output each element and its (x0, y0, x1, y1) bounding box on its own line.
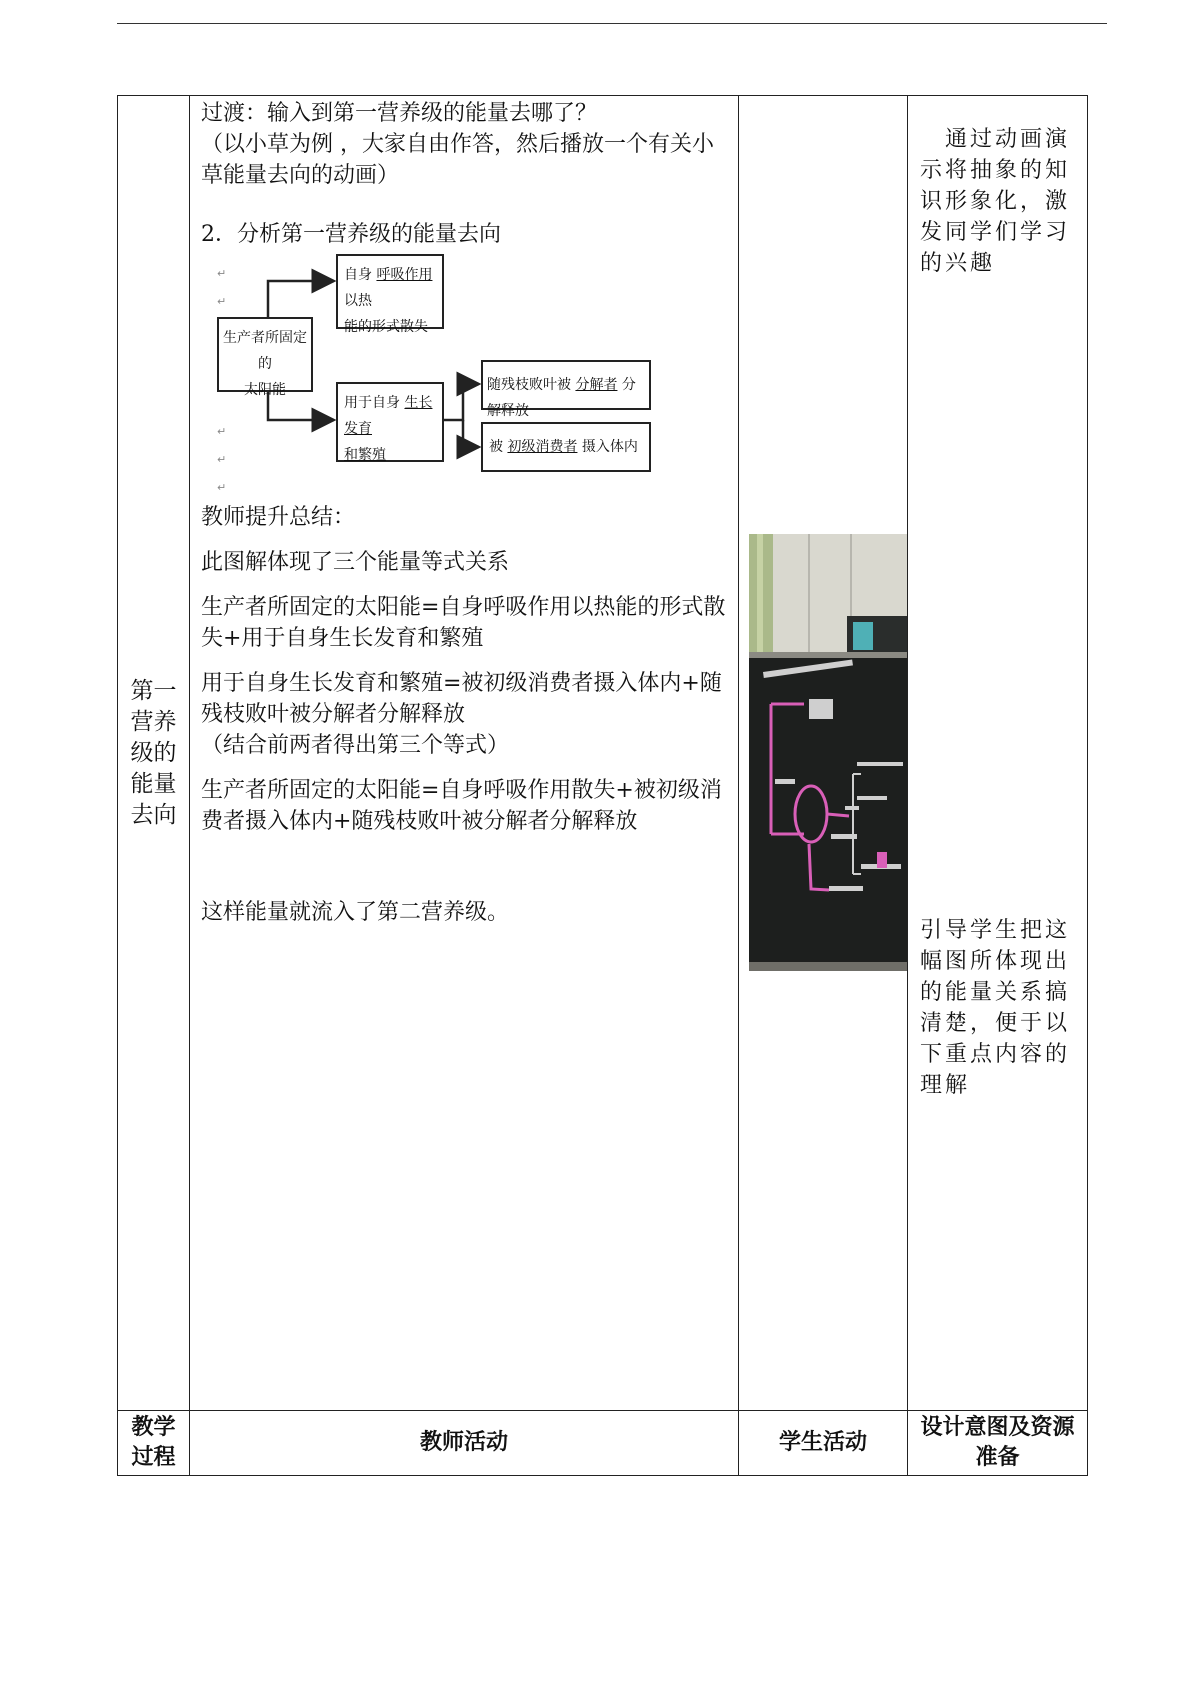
diagram-blank-fill: 分解者 (575, 377, 618, 393)
diagram-blank-fill: 生长发育 (344, 395, 433, 437)
stage-text-line: 第一 (130, 678, 177, 704)
example-note: （以小草为例 ，大家自由作答，然后播放一个有关小草能量去向的动画） (201, 132, 714, 188)
equation-3: 生产者所固定的太阳能=自身呼吸作用散失+被初级消费者摄入体内+随残枝败叶被分解者分解释放 (201, 778, 722, 834)
lesson-plan-table (117, 95, 1088, 1476)
header-teaching-process: 教学过程 (118, 1411, 190, 1476)
chalkboard-photo-image (749, 534, 907, 971)
stage-text-line: 级的 (130, 740, 177, 766)
header-design-intent: 设计意图及资源准备 (908, 1411, 1088, 1476)
section-title: 2．分析第一营养级的能量去向 (201, 222, 501, 247)
equation-1: 生产者所固定的太阳能=自身呼吸作用以热能的形式散失+用于自身生长发育和繁殖 (201, 595, 726, 651)
summary-title: 教师提升总结： (201, 505, 356, 530)
design-note-diagram: 引导学生把这幅图所体现出的能量关系搞清楚，便于以下重点内容的理解 (920, 918, 1071, 1098)
column-header-row (118, 1411, 1088, 1476)
stage-text-line: 营养 (130, 709, 177, 735)
diagram-box-producer-energy (217, 317, 313, 398)
stage-text-line: 去向 (130, 802, 177, 828)
conclusion: 这样能量就流入了第二营养级。 (201, 900, 510, 925)
teacher-activity-cell (190, 96, 739, 1411)
diagram-blank-fill: 初级消费者 (507, 439, 578, 455)
diagram-text: 用于自身 (344, 395, 400, 411)
diagram-text: 太阳能 (244, 382, 286, 398)
diagram-blank-fill: 呼吸作用 (376, 267, 433, 283)
diagram-box-decomposer (481, 360, 651, 419)
content-row (118, 96, 1088, 1411)
header-student-activity: 学生活动 (739, 1411, 908, 1476)
chalkboard-photo (749, 534, 907, 971)
diagram-text: 随残枝败叶被 (487, 377, 571, 393)
page-header-rule (117, 23, 1107, 24)
header-teacher-activity: 教师活动 (190, 1411, 739, 1476)
diagram-text: 分解释放 (487, 377, 636, 419)
diagram-text: 生产者所固定的 (223, 330, 307, 372)
summary-intro: 此图解体现了三个能量等式关系 (201, 550, 510, 575)
energy-flow-diagram: ↵ ↵ ↵ ↵ ↵ 生产者所固定的 太阳能 自身 呼吸作用 以热 能的形式散失 用于自身 生长发育 和繁殖 随残枝败叶被 分解者 分解释放 被 初级消费者 摄入体内 (201, 254, 651, 502)
equation-2-note: （结合前两者得出第三个等式） (201, 733, 510, 758)
diagram-box-consumer (481, 422, 651, 472)
stage-cell (118, 96, 190, 1411)
diagram-text: 被 (489, 439, 503, 455)
design-note-animation: 通过动画演示将抽象的知识形象化，激发同学们学习的兴趣 (920, 127, 1071, 276)
transition-question: 过渡：输入到第一营养级的能量去哪了？ (201, 101, 598, 126)
diagram-box-growth (336, 382, 444, 462)
diagram-box-respiration (336, 254, 444, 335)
design-intent-cell (908, 96, 1088, 1411)
diagram-text: 以热 (344, 293, 372, 309)
diagram-text: 自身 (344, 267, 372, 283)
diagram-text: 摄入体内 (581, 439, 638, 455)
equation-2: 用于自身生长发育和繁殖=被初级消费者摄入体内+随残枝败叶被分解者分解释放 (201, 671, 722, 727)
stage-text-line: 能量 (130, 771, 177, 797)
diagram-blank-fill: 和繁殖 (344, 447, 386, 463)
diagram-text: 能的形式散失 (344, 319, 428, 335)
student-activity-cell (739, 96, 908, 1411)
